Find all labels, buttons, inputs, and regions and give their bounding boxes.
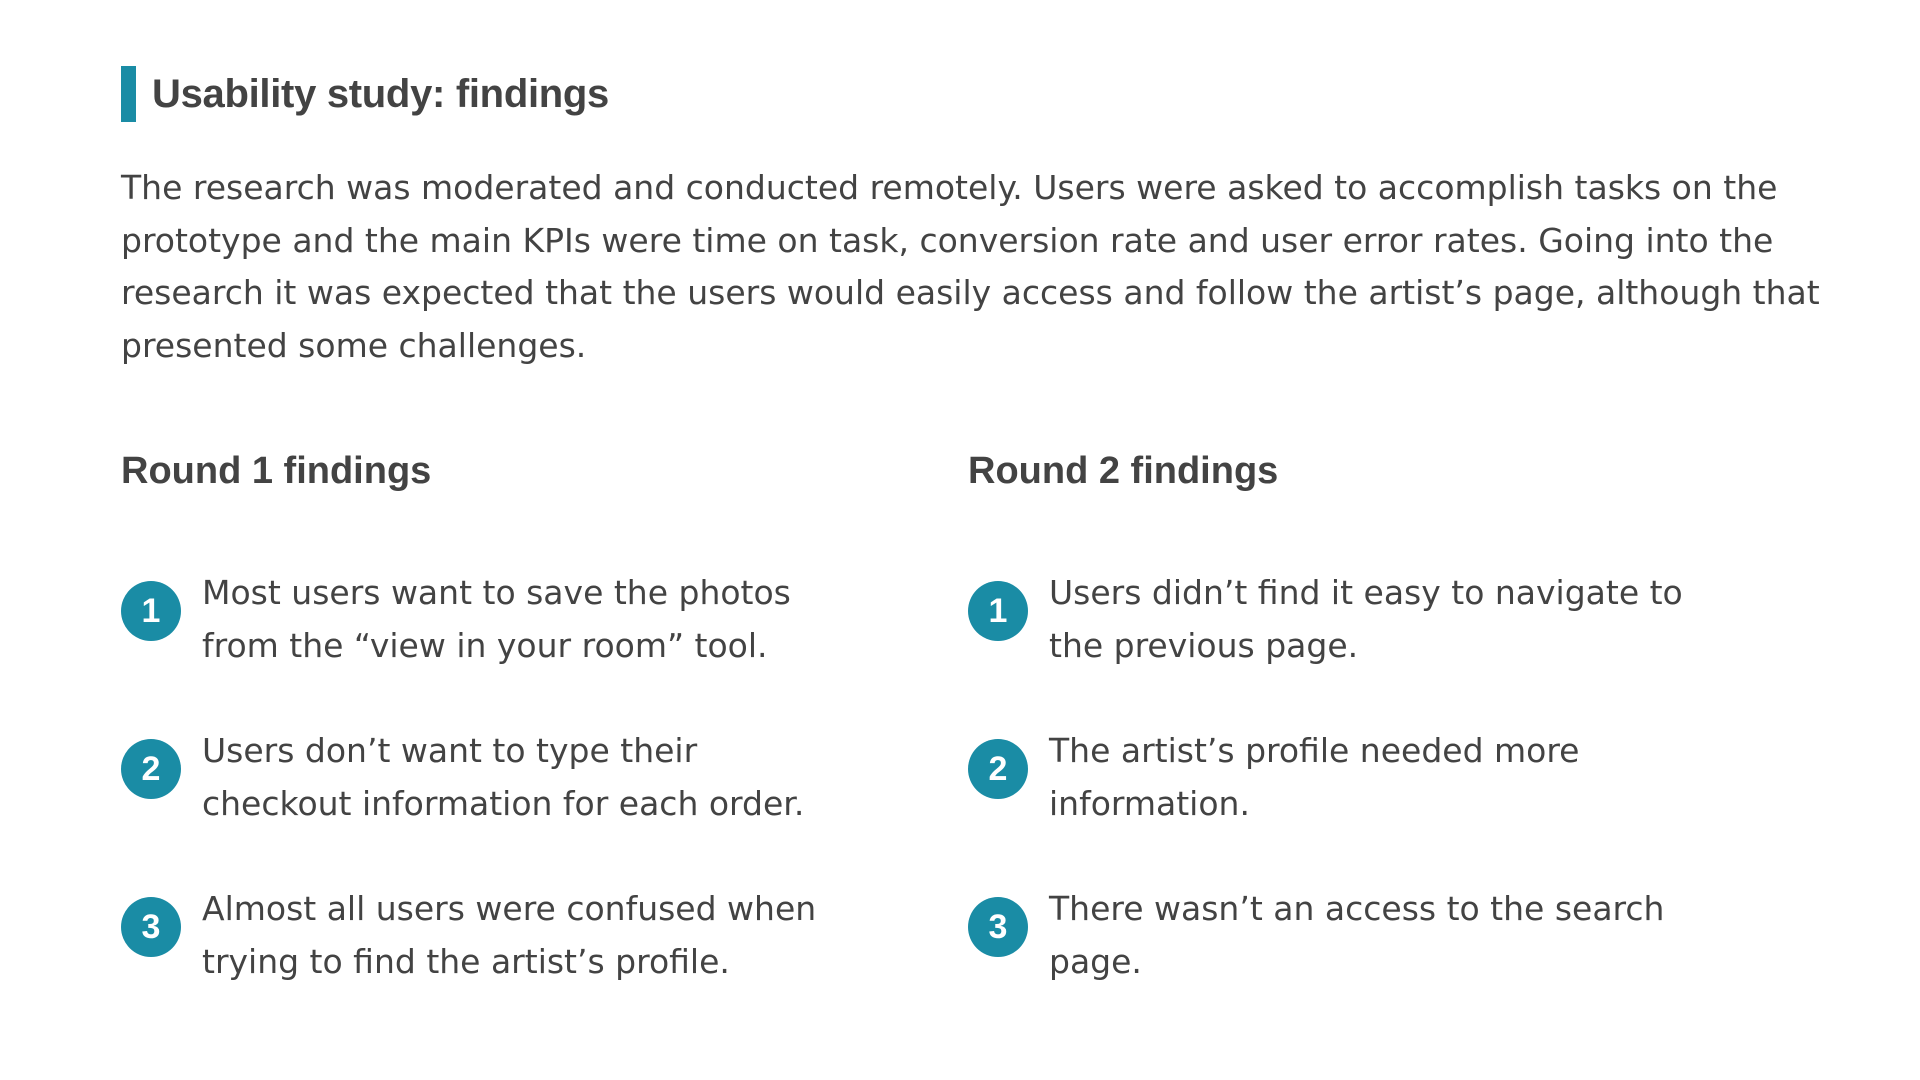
finding-text: Most users want to save the photos from the “view in your room” tool. (202, 573, 791, 665)
finding-item (968, 567, 1688, 725)
finding-item (121, 567, 841, 725)
finding-item (121, 725, 841, 883)
number-badge: 2 (121, 739, 181, 799)
round-1-title: Round 1 findings (121, 450, 432, 492)
finding-item (968, 725, 1688, 883)
title-accent-bar (121, 66, 136, 122)
finding-text: The artist’s profile needed more information. (1049, 731, 1580, 823)
finding-item (968, 883, 1688, 1041)
intro-paragraph: The research was moderated and conducted remotely. Users were asked to accomplish tasks on the prototype and the main KPIs were time on task, conversion rate and user error rates. Going into the research it was expected that the users would easily access and follow the artist’s page, although that presented some challenges. (121, 168, 1820, 365)
page-header (121, 66, 609, 122)
round-1-list (121, 567, 841, 1041)
number-badge: 1 (968, 581, 1028, 641)
finding-text: Users don’t want to type their checkout information for each order. (202, 731, 805, 823)
finding-text: Users didn’t find it easy to navigate to the previous page. (1049, 573, 1683, 665)
number-badge: 2 (968, 739, 1028, 799)
round-2-findings (968, 446, 1688, 981)
number-badge: 1 (121, 581, 181, 641)
round-2-list (968, 567, 1688, 1041)
number-badge: 3 (121, 897, 181, 957)
round-1-findings (121, 446, 841, 981)
finding-text: Almost all users were confused when trying to find the artist’s profile. (202, 889, 817, 981)
finding-item (121, 883, 841, 1041)
number-badge: 3 (968, 897, 1028, 957)
round-2-title: Round 2 findings (968, 450, 1279, 492)
page-title: Usability study: findings (152, 71, 609, 116)
finding-text: There wasn’t an access to the search page. (1049, 889, 1665, 981)
